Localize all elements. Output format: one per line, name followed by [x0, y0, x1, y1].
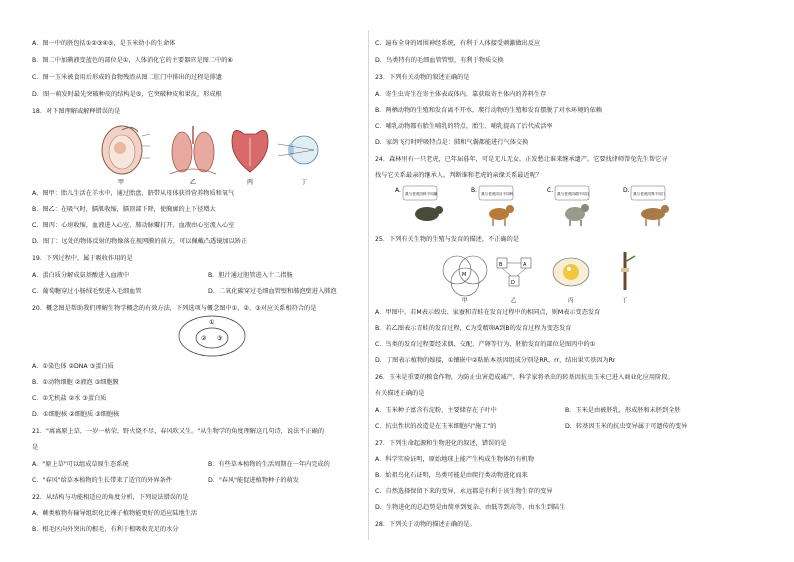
fig20-circle-1: ① [209, 319, 215, 326]
q23-option-b: B．两栖动物的生殖和发育离不开水，爬行动物的生殖和发育摆脱了对水环境的依赖 [375, 107, 602, 114]
q18-figure [92, 118, 332, 186]
q26-option-a: A．玉米种子富含有淀粉，主要储存在子叶中 [375, 407, 497, 414]
q17-option-a: A．图一中的胚包括①②③④⑤，是玉米幼小的生命体 [32, 40, 176, 47]
fig18-label-c: 丙 [247, 179, 254, 186]
fetus-uterus-diagram [102, 126, 150, 186]
q25-option-b: B．若乙图表示青蛙的发育过程，C为受精卵A到B的发育过程为变态发育 [375, 325, 572, 332]
svg-text:A: A [523, 262, 527, 268]
q27-option-d: D．生物进化的总趋势是由简单到复杂、由低等到高等、由水生到陆生 [375, 504, 566, 511]
q22-option-a: A．蕨类植物有输导组织化比裸子植物能更好的适应陆地生活 [32, 510, 198, 517]
q18-stem: 18．对下图理解或解释错误的是 [32, 108, 121, 115]
lungs-diagram [170, 126, 216, 186]
q26-stem: 26．玉米是重要的粮食作物，为防止虫害造成减产，科学家将杀虫的转基因抗虫玉米已进入商业化应用阶段。 [375, 374, 674, 381]
q18-option-c: C．图丙：心房收缩，血液进入心室，肺动脉瓣打开，血液由心室流入心室 [32, 222, 235, 229]
animal-option-b [471, 186, 514, 226]
q26-stem-cont: 有关描述正确的是 [375, 390, 425, 397]
q27-stem: 27．下列生命起源和生物进化的叙述，错误的是 [375, 440, 507, 447]
q17-option-b: B．图二中加碘液变蓝色的部位是①，人体消化它的主要器官是图二中的⑥ [32, 57, 233, 64]
q21-option-a: A．"原上草"可以组成草原生态系统 [32, 461, 129, 468]
fig25-label-d: 丁 [622, 298, 628, 304]
svg-text:C.: C. [547, 187, 554, 194]
q24-animals-figure [395, 184, 695, 228]
q22-stem: 22．从结构与功能相适应的角度分析，下列说法错误的是 [32, 494, 189, 501]
q25-option-d: D．丁图表示植物的嫁接，①镶嵌中②粘贴本基因组成分别是RR，rr，结出果实基因为Rr [375, 357, 616, 364]
q21-option-d: D．"春风"能促进植物种子的萌发 [208, 477, 299, 484]
speech-a: 我与老虎同科不同属 [405, 192, 438, 196]
q19-stem: 19．下列过程中，属于吸收作用的是 [32, 255, 133, 262]
q26-option-d: D．转基因玉米的抗虫变异属于可遗传的变异 [565, 423, 688, 430]
q22-option-d: D．鸟类特有的毛细血管管壁，有利于物质交换 [375, 57, 504, 64]
q19-option-b: B．胆汁通过胆管进入十二指肠 [208, 272, 293, 279]
svg-text:A.: A. [395, 187, 401, 194]
q27-option-c: C．自然选择保留下来的变异，永远都是有利于该生物生存的变异 [375, 488, 553, 495]
q20-option-a: A．①染色体 ②DNA ③蛋白质 [32, 363, 114, 370]
q26-option-c: C．抗虫性状的改造是在玉米细胞内"施工"的 [375, 423, 497, 430]
speech-d: 我与老虎同界不同门 [633, 192, 666, 196]
q17-option-d: D．图一萌发时最先突破种皮的结构是⑤，它突破种皮和果皮，形成根 [32, 91, 222, 98]
svg-text:D.: D. [623, 187, 630, 194]
q25-stem: 25．下列有关生物的生殖与发育的描述，不正确的是 [375, 236, 519, 243]
fig18-label-b: 乙 [190, 179, 197, 186]
q18-option-d: D．图丁：远处的物体反射的物像落在视网膜的前方，可以佩戴凸透镜加以矫正 [32, 238, 248, 245]
q25-option-a: A．甲图中，若M表示蝗虫、家蚕和青蛙在发育过程中的相同点，则M表示变态发育 [375, 309, 601, 316]
q28-stem: 28．下列关于动物的描述正确的是。 [375, 521, 476, 528]
q27-option-b: B．始祖鸟化石证明，鸟类可能是由爬行类动物进化而来 [375, 472, 528, 479]
q19-option-a: A．蛋白质分解成氨基酸进入血液中 [32, 272, 130, 279]
svg-text:B: B [499, 262, 503, 268]
q24-stem-cont: 找与它关系最亲的继承人。判断谁和老虎的亲缘关系最近呢？ [375, 172, 543, 179]
animal-option-d [623, 186, 669, 226]
heart-diagram [232, 130, 268, 186]
speech-b: 我与老虎同目不同科 [481, 192, 514, 196]
fig20-circle-2: ② [201, 335, 207, 342]
q21-option-c: C．"春风"给草本植物的生长带来了适宜的外界条件 [32, 477, 172, 484]
svg-text:B.: B. [471, 187, 478, 194]
q21-stem: 21．"离离原上草，一岁一枯荣，野火烧不尽，春风吹又生。"从生物学的角度理解这几句诗，说法不正确的 [32, 428, 325, 435]
fig18-label-d: 丁 [301, 179, 308, 186]
q20-option-c: C．①无机盐 ②水 ③蛋白质 [32, 395, 107, 402]
svg-text:D: D [511, 280, 515, 286]
q20-option-d: D．①细胞核 ②细胞质 ③细胞核 [32, 411, 120, 418]
animal-option-c [547, 186, 590, 226]
venn-diagram [443, 256, 487, 304]
q20-option-b: B．①动物细胞 ②液泡 ③细胞膜 [32, 379, 119, 386]
q23-option-c: C．哺乳动物都有胎生哺乳的特点，胎生、哺乳提高了后代成活率 [375, 123, 553, 130]
q18-option-a: A．图甲：胎儿生活在羊水中，通过胎盘、脐带从母体获得营养物质和氧气 [32, 190, 235, 197]
fig25-label-c: 丙 [568, 298, 574, 304]
egg-diagram [553, 258, 589, 304]
fig25-label-b: 乙 [511, 298, 517, 304]
q22-option-b: B．根毛区向外突出的根毛，有利于根吸收充足的水分 [32, 526, 179, 533]
q24-stem: 24．森林里有一只老虎，已年届暮年，可是无儿无女，正发愁让谁来继承遗产。它要找律师帮兔先生帮它寻 [375, 156, 668, 163]
venn-m-label: M [462, 272, 467, 278]
q18-option-b: B．图乙：在吸气时，膈肌收缩，膈顶部下降，使胸廓的上下径增大 [32, 206, 216, 213]
q23-option-d: D．家鸽飞行时呼吸特点是：肺和气囊都能进行气体交换 [375, 139, 529, 146]
q23-stem: 23．下列有关动物的叙述正确的是 [375, 74, 470, 81]
cycle-diagram [497, 258, 531, 304]
q21-option-b: B．有些草本植物的生活周期在一年内完成的 [208, 461, 330, 468]
q17-option-c: C．图一玉米被食用后形成的食物残渣从图二肛门中排出的过程是排遗 [32, 74, 222, 81]
grafting-diagram [621, 252, 635, 304]
q21-stem-cont: 是 [32, 444, 39, 451]
fig25-label-a: 甲 [462, 298, 468, 304]
q19-option-d: D．二氧化碳穿过毛细血管壁和肺泡壁进入肺泡 [208, 288, 337, 295]
fig20-circle-3: ③ [217, 335, 223, 342]
q20-concept-figure [177, 314, 247, 358]
q19-option-c: C．葡萄糖穿过小肠绒毛壁进入毛细血管 [32, 288, 142, 295]
speech-c: 我与老虎同纲不同目 [557, 192, 590, 196]
q26-option-b: B．玉米是由被胚乳，形成胚和未胚到全胚 [565, 407, 681, 414]
q25-figure [435, 248, 655, 304]
q25-option-c: C．鸟类的发育过程要经求偶、交配、产卵等行为，胚胎发育的部位是图丙中的① [375, 341, 596, 348]
q23-option-a: A．寄生虫寄生在寄主体表或体内，靠获取寄主体内的养料生存 [375, 91, 547, 98]
fig18-label-a: 甲 [118, 179, 125, 186]
q22-option-c: C．遍布全身的周围神经系统，有利于人体接受刺激做出反应 [375, 40, 541, 47]
column-divider [368, 30, 369, 540]
eye-diagram [278, 136, 318, 186]
q20-stem: 20．概念图是帮助我们理解生物学概念的有效方法，下列选项与概念图中①、②、③对应关系相符合的是 [32, 305, 317, 312]
animal-option-a [395, 186, 443, 221]
q27-option-a: A．科学实验证明，原始地球上能产生构成生物体的有机物 [375, 456, 534, 463]
